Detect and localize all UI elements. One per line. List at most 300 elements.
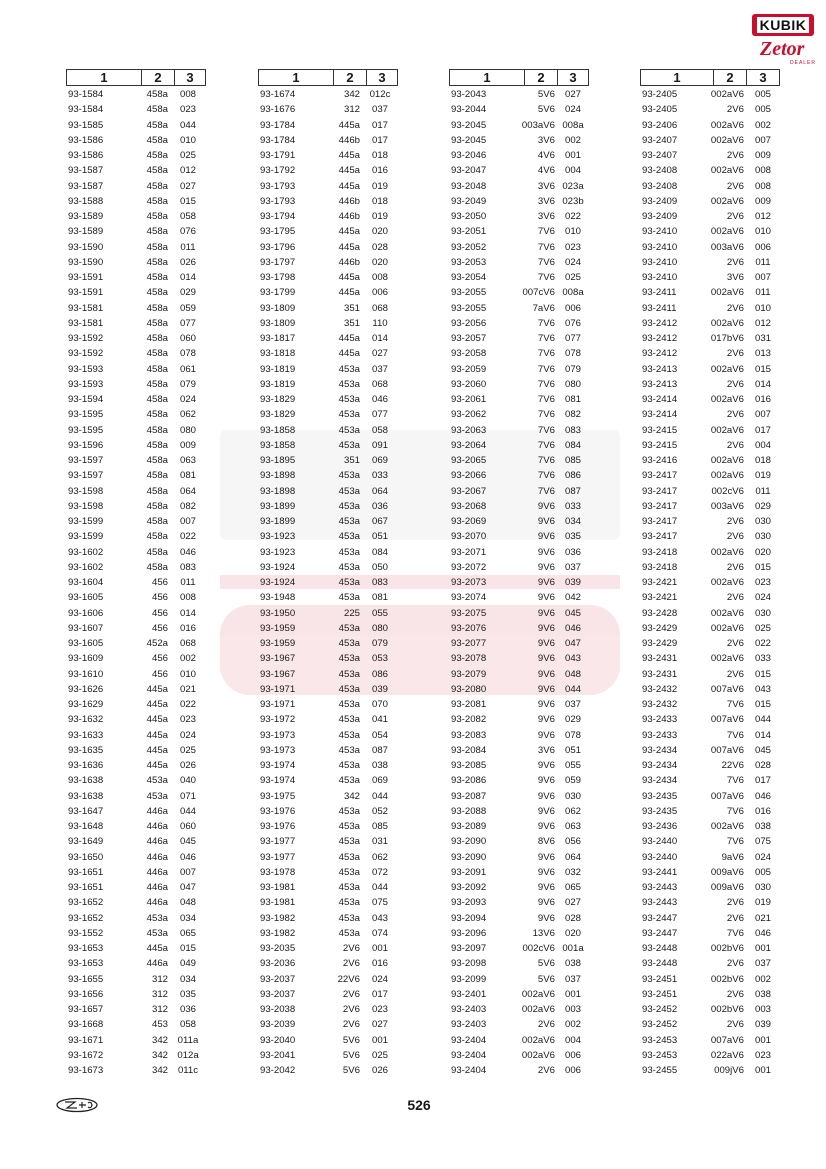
position-ref: 004 <box>564 1034 581 1046</box>
position-ref: 056 <box>564 836 581 848</box>
figure-ref: 458a <box>146 89 168 100</box>
part-number: 93-1651 <box>68 882 104 893</box>
position-ref: 035 <box>564 531 581 543</box>
figure-ref: 453a <box>338 638 360 649</box>
position-ref: 014 <box>371 333 388 344</box>
part-number: 93-1589 <box>68 211 104 222</box>
figure-ref: 3V6 <box>537 211 555 222</box>
figure-ref: 007aV6 <box>710 790 744 802</box>
part-number: 93-1636 <box>68 760 104 771</box>
part-number: 93-2409 <box>642 211 678 222</box>
parts-row <box>640 895 782 910</box>
part-number: 93-1976 <box>260 805 296 817</box>
parts-row <box>449 941 591 956</box>
figure-ref: 342 <box>343 89 360 100</box>
part-number: 93-1819 <box>260 363 296 375</box>
column-rows <box>449 87 591 1078</box>
part-number: 93-2060 <box>451 378 487 390</box>
figure-ref: 445a <box>338 180 360 192</box>
part-number: 93-1597 <box>68 455 104 466</box>
position-ref: 026 <box>179 256 196 268</box>
part-number: 93-2091 <box>451 866 487 878</box>
part-number: 93-1797 <box>260 256 296 268</box>
part-number: 93-2052 <box>451 241 487 253</box>
position-ref: 068 <box>179 638 196 649</box>
position-ref: 025 <box>179 744 196 756</box>
part-number: 93-1924 <box>260 561 296 573</box>
figure-ref: 453a <box>338 668 360 680</box>
figure-ref: 7V6 <box>537 485 555 497</box>
figure-ref: 2V6 <box>342 1004 360 1015</box>
part-number: 93-1819 <box>260 378 296 390</box>
figure-ref: 9V6 <box>537 790 555 802</box>
position-ref: 047 <box>564 638 581 649</box>
parts-row <box>640 316 782 331</box>
parts-row <box>258 438 400 453</box>
figure-ref: 002aV6 <box>710 577 744 588</box>
position-ref: 017 <box>371 134 388 146</box>
parts-row <box>66 1048 208 1063</box>
parts-row <box>449 621 591 636</box>
figure-ref: 002aV6 <box>710 607 744 619</box>
position-ref: 017 <box>754 424 771 436</box>
figure-ref: 002bV6 <box>710 943 744 954</box>
position-ref: 009 <box>179 439 196 451</box>
part-number: 93-1595 <box>68 424 104 436</box>
part-number: 93-1973 <box>260 729 296 741</box>
parts-row <box>258 484 400 499</box>
part-number: 93-2407 <box>642 150 678 161</box>
figure-ref: 446a <box>146 897 168 909</box>
position-ref: 033 <box>754 653 771 665</box>
parts-row <box>640 819 782 834</box>
parts-row <box>640 636 782 651</box>
figure-ref: 7V6 <box>726 729 744 741</box>
position-ref: 005 <box>754 104 771 116</box>
position-ref: 016 <box>754 394 771 405</box>
part-number: 93-2055 <box>451 287 487 299</box>
part-number: 93-2093 <box>451 897 487 909</box>
figure-ref: 9V6 <box>537 805 555 817</box>
part-number: 93-1975 <box>260 790 296 802</box>
position-ref: 020 <box>564 927 581 939</box>
part-number: 93-1976 <box>260 821 296 832</box>
parts-row <box>640 224 782 239</box>
position-ref: 012 <box>179 165 196 177</box>
figure-ref: 453a <box>146 790 168 802</box>
parts-row <box>640 484 782 499</box>
parts-row <box>66 941 208 956</box>
figure-ref: 002aV6 <box>710 134 744 146</box>
figure-ref: 453a <box>338 912 360 924</box>
parts-row <box>640 682 782 697</box>
position-ref: 015 <box>179 195 196 207</box>
parts-row <box>449 377 591 392</box>
parts-row <box>640 87 782 102</box>
position-ref: 021 <box>754 912 771 924</box>
figure-ref: 2V6 <box>726 668 744 680</box>
parts-row <box>640 712 782 727</box>
parts-row <box>258 87 400 102</box>
position-ref: 047 <box>179 882 196 893</box>
parts-row <box>449 865 591 880</box>
part-number: 93-2414 <box>642 409 678 421</box>
position-ref: 078 <box>564 729 581 741</box>
figure-ref: 453a <box>338 760 360 771</box>
position-ref: 046 <box>754 790 771 802</box>
position-ref: 084 <box>564 439 581 451</box>
position-ref: 037 <box>371 104 388 116</box>
parts-row <box>258 758 400 773</box>
part-number: 93-1586 <box>68 150 104 161</box>
parts-row <box>66 1033 208 1048</box>
header-figure: 2 <box>334 70 367 85</box>
position-ref: 023a <box>562 180 584 192</box>
part-number: 93-1656 <box>68 988 104 1000</box>
part-number: 93-2429 <box>642 638 678 649</box>
parts-row <box>258 1002 400 1017</box>
part-number: 93-2428 <box>642 607 678 619</box>
parts-row <box>66 651 208 666</box>
header-figure: 2 <box>525 70 558 85</box>
part-number: 93-2047 <box>451 165 487 177</box>
part-number: 93-1924 <box>260 577 296 588</box>
parts-row <box>66 834 208 849</box>
parts-row <box>449 819 591 834</box>
parts-row <box>66 1063 208 1078</box>
part-number: 93-1657 <box>68 1004 104 1015</box>
part-number: 93-2421 <box>642 592 678 604</box>
part-number: 93-2055 <box>451 302 487 314</box>
part-number: 93-1982 <box>260 927 296 939</box>
part-number: 93-1586 <box>68 134 104 146</box>
position-ref: 034 <box>564 516 581 527</box>
parts-row <box>640 209 782 224</box>
figure-ref: 445a <box>146 714 168 726</box>
figure-ref: 017bV6 <box>710 333 744 344</box>
position-ref: 037 <box>564 699 581 710</box>
position-ref: 058 <box>371 424 388 436</box>
parts-row <box>66 163 208 178</box>
figure-ref: 458a <box>146 180 168 192</box>
position-ref: 052 <box>371 805 388 817</box>
part-number: 93-2434 <box>642 775 678 787</box>
parts-row <box>258 118 400 133</box>
parts-row <box>449 468 591 483</box>
figure-ref: 445a <box>338 348 360 360</box>
figure-ref: 7V6 <box>726 927 744 939</box>
parts-row <box>640 514 782 529</box>
figure-ref: 453a <box>338 561 360 573</box>
parts-row <box>640 834 782 849</box>
position-ref: 069 <box>371 775 388 787</box>
position-ref: 006 <box>564 1049 581 1061</box>
position-ref: 046 <box>179 546 196 558</box>
parts-row <box>258 621 400 636</box>
part-number: 93-1651 <box>68 866 104 878</box>
position-ref: 044 <box>179 119 196 131</box>
figure-ref: 3V6 <box>537 180 555 192</box>
parts-row <box>640 850 782 865</box>
parts-row <box>66 956 208 971</box>
parts-row <box>640 804 782 819</box>
part-number: 93-2073 <box>451 577 487 588</box>
parts-row <box>449 163 591 178</box>
part-number: 93-1971 <box>260 683 296 695</box>
figure-ref: 453a <box>338 683 360 695</box>
figure-ref: 453a <box>338 729 360 741</box>
part-number: 93-2066 <box>451 470 487 482</box>
parts-row <box>640 285 782 300</box>
figure-ref: 453a <box>338 363 360 375</box>
parts-row <box>66 636 208 651</box>
parts-row <box>449 850 591 865</box>
parts-row <box>640 987 782 1002</box>
parts-row <box>640 880 782 895</box>
position-ref: 046 <box>371 394 388 405</box>
part-number: 93-1552 <box>68 927 104 939</box>
part-number: 93-2058 <box>451 348 487 360</box>
part-number: 93-2448 <box>642 943 678 954</box>
position-ref: 055 <box>371 607 388 619</box>
figure-ref: 9V6 <box>537 683 555 695</box>
figure-ref: 002aV6 <box>710 821 744 832</box>
position-ref: 082 <box>564 409 581 421</box>
figure-ref: 2V6 <box>342 988 360 1000</box>
parts-row <box>258 301 400 316</box>
position-ref: 043 <box>371 912 388 924</box>
parts-row <box>258 834 400 849</box>
figure-ref: 446a <box>146 805 168 817</box>
parts-row <box>66 850 208 865</box>
parts-row <box>66 118 208 133</box>
figure-ref: 9V6 <box>537 592 555 604</box>
position-ref: 001a <box>562 943 584 954</box>
part-number: 93-1599 <box>68 516 104 527</box>
part-number: 93-1923 <box>260 531 296 543</box>
figure-ref: 453a <box>338 897 360 909</box>
part-number: 93-2418 <box>642 546 678 558</box>
part-number: 93-1638 <box>68 775 104 787</box>
figure-ref: 9V6 <box>537 866 555 878</box>
figure-ref: 2V6 <box>342 1019 360 1031</box>
position-ref: 014 <box>179 272 196 283</box>
parts-row <box>640 773 782 788</box>
parts-row <box>258 529 400 544</box>
position-ref: 038 <box>564 958 581 970</box>
part-number: 93-1598 <box>68 485 104 497</box>
part-number: 93-2411 <box>642 302 677 314</box>
part-number: 93-2083 <box>451 729 487 741</box>
parts-row <box>66 621 208 636</box>
parts-row <box>258 712 400 727</box>
part-number: 93-2407 <box>642 134 678 146</box>
position-ref: 023 <box>754 1049 771 1061</box>
parts-row <box>640 163 782 178</box>
figure-ref: 456 <box>151 592 168 604</box>
position-ref: 003 <box>564 1004 581 1015</box>
part-number: 93-1585 <box>68 119 104 131</box>
part-number: 93-1590 <box>68 241 104 253</box>
part-number: 93-2404 <box>451 1065 487 1076</box>
part-number: 93-1784 <box>260 119 296 131</box>
parts-row <box>258 346 400 361</box>
parts-row <box>449 789 591 804</box>
figure-ref: 4V6 <box>537 150 555 161</box>
figure-ref: 2V6 <box>342 958 360 970</box>
figure-ref: 312 <box>343 104 360 116</box>
position-ref: 006 <box>564 302 581 314</box>
parts-row <box>66 529 208 544</box>
position-ref: 049 <box>179 958 196 970</box>
position-ref: 064 <box>179 485 196 497</box>
figure-ref: 342 <box>343 790 360 802</box>
figure-ref: 458a <box>146 302 168 314</box>
parts-row <box>258 392 400 407</box>
parts-row <box>640 972 782 987</box>
part-number: 93-1793 <box>260 195 296 207</box>
figure-ref: 002aV6 <box>710 424 744 436</box>
part-number: 93-2067 <box>451 485 487 497</box>
part-number: 93-1978 <box>260 866 296 878</box>
position-ref: 001 <box>754 943 771 954</box>
figure-ref: 453a <box>338 927 360 939</box>
part-number: 93-2099 <box>451 973 487 985</box>
position-ref: 037 <box>371 363 388 375</box>
position-ref: 012 <box>754 211 771 222</box>
part-number: 93-2096 <box>451 927 487 939</box>
part-number: 93-2051 <box>451 226 487 238</box>
figure-ref: 2V6 <box>726 592 744 604</box>
part-number: 93-1950 <box>260 607 296 619</box>
figure-ref: 458a <box>146 226 168 238</box>
parts-row <box>449 728 591 743</box>
position-ref: 015 <box>754 699 771 710</box>
parts-row <box>640 438 782 453</box>
position-ref: 069 <box>371 455 388 466</box>
part-number: 93-1792 <box>260 165 296 177</box>
figure-ref: 2V6 <box>726 256 744 268</box>
parts-row <box>66 575 208 590</box>
figure-ref: 446a <box>146 836 168 848</box>
figure-ref: 446b <box>338 134 360 146</box>
figure-ref: 458a <box>146 363 168 375</box>
figure-ref: 453a <box>146 775 168 787</box>
parts-row <box>449 224 591 239</box>
parts-row <box>66 606 208 621</box>
part-number: 93-2440 <box>642 851 678 863</box>
figure-ref: 2V6 <box>537 1065 555 1076</box>
part-number: 93-2417 <box>642 531 678 543</box>
position-ref: 012a <box>177 1049 199 1061</box>
position-ref: 063 <box>179 455 196 466</box>
part-number: 93-1606 <box>68 607 104 619</box>
parts-row <box>258 773 400 788</box>
position-ref: 024 <box>179 729 196 741</box>
parts-row <box>66 895 208 910</box>
position-ref: 036 <box>371 500 388 512</box>
parts-row <box>640 651 782 666</box>
figure-ref: 7V6 <box>537 333 555 344</box>
part-number: 93-2098 <box>451 958 487 970</box>
figure-ref: 7V6 <box>537 226 555 238</box>
position-ref: 007 <box>179 866 196 878</box>
parts-row <box>449 301 591 316</box>
part-number: 93-2404 <box>451 1034 487 1046</box>
position-ref: 079 <box>371 638 388 649</box>
figure-ref: 9V6 <box>537 607 555 619</box>
kubik-logo-text: KUBIK <box>757 17 810 33</box>
position-ref: 023 <box>179 714 196 726</box>
parts-row <box>449 1002 591 1017</box>
header-figure: 2 <box>714 70 747 85</box>
position-ref: 012 <box>754 317 771 329</box>
parts-row <box>258 179 400 194</box>
part-number: 93-1655 <box>68 973 104 985</box>
position-ref: 007 <box>754 272 771 283</box>
position-ref: 087 <box>371 744 388 756</box>
figure-ref: 458a <box>146 150 168 161</box>
figure-ref: 5V6 <box>342 1034 360 1046</box>
part-number: 93-1648 <box>68 821 104 832</box>
parts-row <box>449 240 591 255</box>
figure-ref: 5V6 <box>537 973 555 985</box>
position-ref: 023 <box>371 1004 388 1015</box>
page-number: 526 <box>407 1097 431 1113</box>
parts-row <box>66 255 208 270</box>
position-ref: 076 <box>179 226 196 238</box>
figure-ref: 9V6 <box>537 821 555 832</box>
figure-ref: 13V6 <box>532 927 555 939</box>
position-ref: 058 <box>179 1019 196 1031</box>
figure-ref: 453a <box>338 378 360 390</box>
position-ref: 006 <box>754 241 771 253</box>
parts-row <box>640 697 782 712</box>
part-number: 93-1809 <box>260 302 296 314</box>
header-position: 3 <box>759 70 767 85</box>
position-ref: 002 <box>754 973 771 985</box>
part-number: 93-2451 <box>642 988 678 1000</box>
position-ref: 065 <box>564 882 581 893</box>
part-number: 93-2417 <box>642 516 678 527</box>
position-ref: 024 <box>754 592 771 604</box>
part-number: 93-2429 <box>642 622 678 634</box>
figure-ref: 458a <box>146 104 168 116</box>
position-ref: 006 <box>564 1065 581 1076</box>
figure-ref: 453a <box>338 592 360 604</box>
part-number: 93-2036 <box>260 958 296 970</box>
parts-row <box>449 1048 591 1063</box>
parts-row <box>640 956 782 971</box>
part-number: 93-2088 <box>451 805 487 817</box>
position-ref: 079 <box>564 363 581 375</box>
parts-row <box>640 590 782 605</box>
parts-row <box>640 667 782 682</box>
header-part-number: 1 <box>259 70 334 85</box>
part-number: 93-2452 <box>642 1004 678 1015</box>
figure-ref: 445a <box>338 150 360 161</box>
position-ref: 044 <box>564 683 581 695</box>
part-number: 93-2412 <box>642 333 678 344</box>
parts-row <box>258 270 400 285</box>
position-ref: 010 <box>754 302 771 314</box>
part-number: 93-2075 <box>451 607 487 619</box>
figure-ref: 002bV6 <box>710 973 744 985</box>
position-ref: 039 <box>564 577 581 588</box>
parts-row <box>640 423 782 438</box>
parts-row <box>449 270 591 285</box>
position-ref: 062 <box>371 851 388 863</box>
